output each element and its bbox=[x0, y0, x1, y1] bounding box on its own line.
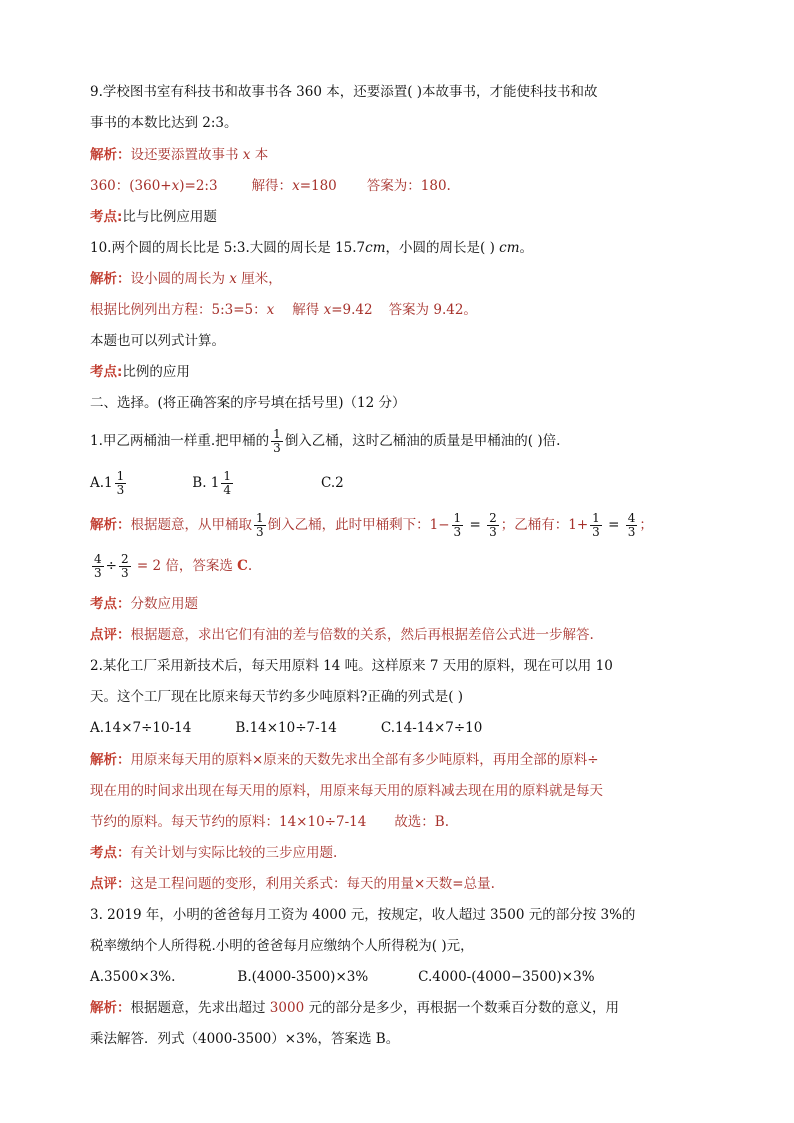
c1-comment bbox=[90, 625, 594, 645]
analysis-label: 解析： bbox=[90, 752, 131, 768]
fraction: $\frac{1}{3}$ bbox=[273, 427, 281, 455]
section-heading: 二、选择。(将正确答案的序号填在括号里)（12 分） bbox=[90, 395, 406, 411]
q10-equation bbox=[90, 300, 477, 320]
analysis-text: 元的部分是多少，再根据一个数乘百分数的意义，用 bbox=[304, 1000, 619, 1016]
equation-part: )=2:3 bbox=[179, 178, 218, 194]
c2-analysis-line2: 现在用的时间求出现在每天用的原料，用原来每天用的原料减去现在用的原料就是每天 bbox=[90, 783, 603, 799]
fraction: $\frac{1}{4}$ bbox=[223, 469, 232, 497]
fraction: $\frac{1}{3}$ bbox=[592, 511, 600, 539]
variable-x: x bbox=[323, 302, 332, 318]
c2-point bbox=[90, 843, 337, 863]
c1-options bbox=[90, 470, 344, 497]
equals: = bbox=[603, 517, 624, 533]
c1-point bbox=[90, 594, 198, 614]
q9-analysis bbox=[90, 145, 268, 165]
q9-point bbox=[90, 207, 217, 227]
answer-text: 故选：B. bbox=[394, 814, 450, 830]
analysis-text: 设还要添置故事书 bbox=[130, 147, 243, 163]
c2-stem-line1: 2.某化工厂采用新技术后，每天用原料 14 吨。这样原来 7 天用的原料，现在可以用 10 bbox=[90, 658, 613, 674]
equation-part: 根据比例列出方程：5:3=5： bbox=[90, 302, 267, 318]
unit-cm: cm bbox=[365, 240, 386, 256]
comment-text: 根据题意，求出它们有油的差与倍数的关系，然后再根据差倍公式进一步解答. bbox=[130, 627, 594, 643]
solve-value: =9.42 bbox=[331, 302, 373, 318]
option-a: A.1 bbox=[90, 475, 113, 491]
comment-label: 点评： bbox=[90, 627, 131, 643]
fraction: $\frac{1}{3}$ bbox=[453, 511, 462, 539]
analysis-text: ；乙桶有：1+ bbox=[500, 517, 589, 533]
solve-label: 解得 bbox=[292, 302, 324, 318]
divide-sign: ÷ bbox=[105, 558, 117, 574]
answer-text: 答案为：180. bbox=[366, 178, 451, 194]
variable-x: x bbox=[242, 147, 251, 163]
unit-cm: cm bbox=[499, 240, 520, 256]
option-c: C.4000-(4000−3500)×3% bbox=[418, 969, 595, 985]
analysis-text: 节约的原料。每天节约的原料： bbox=[90, 814, 279, 830]
q9-stem-line2: 事书的本数比达到 2:3。 bbox=[90, 115, 238, 131]
q10-stem bbox=[90, 238, 533, 258]
fraction: $\frac{2}{3}$ bbox=[120, 552, 129, 580]
answer-text: 答案为 9.42。 bbox=[388, 302, 477, 318]
highlight-number: 3000 bbox=[269, 1000, 305, 1016]
analysis-text: = 2 倍，答案选 bbox=[132, 558, 238, 574]
fraction: $\frac{1}{3}$ bbox=[116, 469, 125, 497]
option-b: B.14×10÷7-14 bbox=[235, 720, 337, 736]
analysis-text: 用原来每天用的原料×原来的天数先求出全部有多少吨原料，再用全部的原料÷ bbox=[130, 752, 599, 768]
q10-stem-part: ，小圆的周长是( ) bbox=[385, 240, 500, 256]
analysis-text: 根据题意，从甲桶取 bbox=[130, 517, 252, 533]
variable-x: x bbox=[229, 271, 237, 287]
c2-analysis-line3 bbox=[90, 812, 449, 832]
c2-comment bbox=[90, 874, 495, 894]
expression: 14×10÷7-14 bbox=[279, 814, 367, 830]
equals: = bbox=[465, 517, 486, 533]
c3-analysis-line2: 乘法解答．列式（4000-3500）×3%，答案选 B。 bbox=[90, 1031, 400, 1047]
q10-stem-part: 10.两个圆的周长比是 5:3.大圆的周长是 15.7 bbox=[90, 240, 366, 256]
analysis-label: 解析： bbox=[90, 271, 131, 287]
variable-x: x bbox=[171, 178, 180, 194]
option-c: C.2 bbox=[321, 475, 344, 491]
point-label: 考点： bbox=[90, 845, 131, 861]
c1-stem-part: 倒入乙桶，这时乙桶油的质量是甲桶油的( )倍. bbox=[284, 433, 561, 449]
analysis-text: 倒入乙桶，此时甲桶剩下：1− bbox=[267, 517, 450, 533]
q9-stem-line1: 9.学校图书室有科技书和故事书各 360 本，还要添置( )本故事书，才能使科技书和故 bbox=[90, 84, 598, 100]
c3-stem-line2: 税率缴纳个人所得税.小明的爸爸每月应缴纳个人所得税为( )元， bbox=[90, 938, 474, 954]
analysis-end: . bbox=[247, 558, 253, 574]
point-label: 考点: bbox=[90, 209, 123, 225]
c1-analysis bbox=[90, 512, 653, 539]
c3-stem-line1: 3. 2019 年，小明的爸爸每月工资为 4000 元，按规定，收人超过 3500 元的部分按 3%的 bbox=[90, 907, 636, 923]
c2-options bbox=[90, 718, 482, 738]
analysis-text: 设小圆的周长为 bbox=[130, 271, 230, 287]
c3-analysis-line1 bbox=[90, 998, 619, 1018]
q9-equation bbox=[90, 176, 451, 196]
point-text: 有关计划与实际比较的三步应用题. bbox=[130, 845, 338, 861]
point-text: 比与比例应用题 bbox=[122, 209, 217, 225]
option-c: C.14-14×7÷10 bbox=[380, 720, 483, 736]
analysis-label: 解析： bbox=[90, 1000, 131, 1016]
equation-part: 360：(360+ bbox=[90, 178, 172, 194]
analysis-label: 解析： bbox=[90, 147, 131, 163]
q10-note: 本题也可以列式计算。 bbox=[90, 333, 225, 349]
solve-value: =180 bbox=[299, 178, 337, 194]
option-a: A.3500×3%. bbox=[90, 969, 176, 985]
c1-stem bbox=[90, 428, 560, 455]
option-a: A.14×7÷10-14 bbox=[90, 720, 192, 736]
point-text: 分数应用题 bbox=[130, 596, 198, 612]
solve-label: 解得： bbox=[251, 178, 293, 194]
point-label: 考点： bbox=[90, 596, 131, 612]
variable-x: x bbox=[266, 302, 275, 318]
analysis-label: 解析： bbox=[90, 517, 131, 533]
analysis-text: 厘米， bbox=[236, 271, 282, 287]
option-b: B.(4000-3500)×3% bbox=[237, 969, 369, 985]
variable-x: x bbox=[292, 178, 300, 194]
q10-analysis bbox=[90, 269, 282, 289]
c2-analysis-line1 bbox=[90, 750, 599, 770]
q10-stem-end: 。 bbox=[519, 240, 534, 256]
c1-analysis-line2 bbox=[90, 553, 252, 580]
fraction: $\frac{4}{3}$ bbox=[94, 552, 102, 580]
option-b: B. 1 bbox=[192, 475, 220, 491]
q10-point bbox=[90, 362, 190, 382]
comment-label: 点评： bbox=[90, 876, 131, 892]
answer-letter: C bbox=[237, 558, 248, 574]
c2-stem-line2: 天。这个工厂现在比原来每天节约多少吨原料?正确的列式是( ) bbox=[90, 689, 464, 705]
c3-options bbox=[90, 967, 595, 987]
fraction: $\frac{1}{3}$ bbox=[256, 511, 264, 539]
analysis-end: ； bbox=[639, 517, 653, 533]
analysis-unit: 本 bbox=[250, 147, 269, 163]
analysis-text: 根据题意，先求出超过 bbox=[130, 1000, 270, 1016]
point-label: 考点: bbox=[90, 364, 123, 380]
c1-stem-part: 1.甲乙两桶油一样重.把甲桶的 bbox=[90, 433, 270, 449]
comment-text: 这是工程问题的变形，利用关系式：每天的用量×天数=总量. bbox=[130, 876, 495, 892]
fraction: $\frac{2}{3}$ bbox=[489, 511, 497, 539]
fraction: $\frac{4}{3}$ bbox=[627, 511, 636, 539]
point-text: 比例的应用 bbox=[122, 364, 190, 380]
